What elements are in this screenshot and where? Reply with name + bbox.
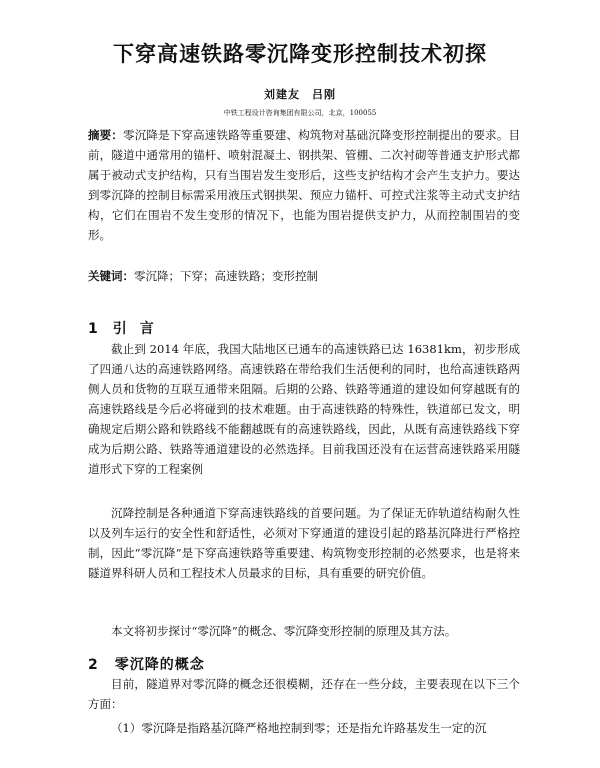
abstract-label: 摘要： [88,128,124,142]
section-1-heading [88,318,155,338]
keywords-label: 关键词： [88,269,134,283]
abstract-text: 零沉降是下穿高速铁路等重要建、构筑物对基础沉降变形控制提出的要求。目前，隧道中通常用的锚杆、喷射混凝土、钢拱架、管棚、二次衬砌等普通支护形式都属于被动式支护结构，只有当围岩发生变形后，这些支护结构才会产生支护力。要达到零沉降的控制目标需采用液压式钢拱架、预应力锚杆、可控式注浆等主动式支护结构，它们在围岩不发生变形的情况下，也能为围岩提供支护力，从而控制围岩的变形。 [88,128,521,242]
section-2-number: 2 [88,657,99,673]
affiliation-line: 中铁工程设计咨询集团有限公司，北京，100055 [223,109,377,117]
keywords-text: 零沉降；下穿；高速铁路；变形控制 [134,269,318,283]
section-1-number: 1 [88,321,99,337]
section-1-title-part-a: 引 [112,321,128,337]
section-1-paragraph-1: 截止到 2014 年底，我国大陆地区已通车的高速铁路已达 16381km，初步形成了四通八达的高速铁路网络。高速铁路在带给我们生活便利的同时，也给高速铁路两侧人员和货物的互联互通带来阻隔。后期的公路、铁路等通道的建设如何穿越既有的高速铁路线是今后必将碰到的技术难题。由于高速铁路的特殊性，铁道部已发文，明确规定后期公路和铁路线不能翻越既有的高速铁路线，因此，从既有高速铁路线下穿成为后期公路、铁路等通道建设的必然选择。目前我国还没有在运营高速铁路采用隧道形式下穿的工程案例 [88,342,520,476]
paper-title: 下穿高速铁路零沉降变形控制技术初探 [113,42,487,66]
section-2-title: 零沉降的概念 [114,657,205,673]
section-2-paragraph-2: （1）零沉降是指路基沉降严格地控制到零；还是指允许路基发生一定的沉 [111,721,487,735]
abstract [88,125,520,245]
section-1-title-part-b: 言 [139,321,155,337]
section-2-paragraph-1: 目前，隧道界对零沉降的概念还很模糊，还存在一些分歧，主要表现在以下三个方面： [88,677,520,711]
author-line: 刘建友 吕刚 [264,88,336,101]
section-1-paragraph-2: 沉降控制是各种通道下穿高速铁路线的首要问题。为了保证无砟轨道结构耐久性以及列车运行的安全性和舒适性，必须对下穿通道的建设引起的路基沉降进行严格控制，因此“零沉降”是下穿高速铁路等重要建、构筑物变形控制的必然要求，也是将来隧道界科研人员和工程技术人员最求的目标，具有重要的研究价值。 [88,506,520,580]
section-1-paragraph-3: 本文将初步探讨“零沉降”的概念、零沉降变形控制的原理及其方法。 [111,624,457,638]
section-2-heading [88,654,205,674]
keywords [88,266,318,286]
